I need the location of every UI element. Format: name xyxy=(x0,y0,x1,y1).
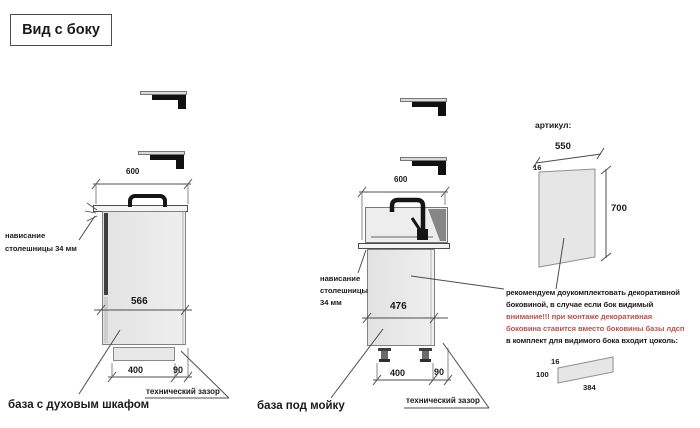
plinth-strip-panel xyxy=(558,357,613,383)
note-leader xyxy=(411,276,504,289)
dim-oven-gap-label: 90 xyxy=(173,365,184,375)
dim-plinth-thickness-label: 16 xyxy=(551,357,560,366)
dim-panel-width-label: 550 xyxy=(555,141,571,152)
dim-plinth-height-label: 100 xyxy=(536,370,549,379)
note-line-1: рекомендуем доукомплектовать декоративной xyxy=(506,288,680,297)
faucet-icon xyxy=(392,200,428,240)
oven-overhang-label-2: столешницы 34 мм xyxy=(5,244,77,253)
oven-overhang-leader xyxy=(79,203,97,240)
sink-label-leader xyxy=(331,329,383,398)
oven-overhang-label-1: нависание xyxy=(5,231,46,240)
note-line-2: боковиной, в случае если бок видимый xyxy=(506,300,654,309)
view-title-text: Вид с боку xyxy=(22,22,100,38)
dim-plinth-length-label: 384 xyxy=(583,383,596,392)
dim-oven-plinth-label: 400 xyxy=(128,365,144,375)
note-line-4-warning: боковина ставится вместо боковины базы лдсп xyxy=(506,324,685,333)
dim-sink-top-width-label: 600 xyxy=(394,175,408,184)
dim-panel-thickness-label: 16 xyxy=(533,163,542,172)
oven-technical-gap-label: технический зазор xyxy=(146,387,220,396)
dim-oven-top-width-label: 600 xyxy=(126,167,140,176)
sink-back-wall xyxy=(428,209,446,241)
sink-overhang-label-1: нависание xyxy=(320,274,361,283)
dim-oven-top-width xyxy=(92,179,192,204)
oven-label-leader xyxy=(79,330,120,394)
note-line-3-warning: внимание!!! при монтаже декоративная xyxy=(506,312,653,321)
oven-cabinet-title: база с духовым шкафом xyxy=(8,399,150,411)
dim-sink-gap-label: 90 xyxy=(434,367,445,377)
note-line-5: в комплект для видимого бока входит цоколь: xyxy=(506,336,678,345)
dim-sink-body-width-label: 476 xyxy=(390,301,407,312)
sink-cabinet-title: база под мойку xyxy=(257,400,345,412)
dim-oven-body-width-label: 566 xyxy=(131,296,148,307)
sink-overhang-leader xyxy=(358,250,366,273)
dim-panel-height xyxy=(601,166,611,261)
sink-technical-gap-label: технический зазор xyxy=(406,396,480,405)
dim-panel-height-label: 700 xyxy=(611,203,627,214)
sink-overhang-label-3: 34 мм xyxy=(320,298,342,307)
article-heading: артикул: xyxy=(535,120,572,130)
dim-sink-body-width xyxy=(362,313,448,323)
dim-sink-plinth-label: 400 xyxy=(390,368,406,378)
decorative-side-panel xyxy=(539,169,595,267)
sink-overhang-label-2: столешницы xyxy=(320,286,368,295)
